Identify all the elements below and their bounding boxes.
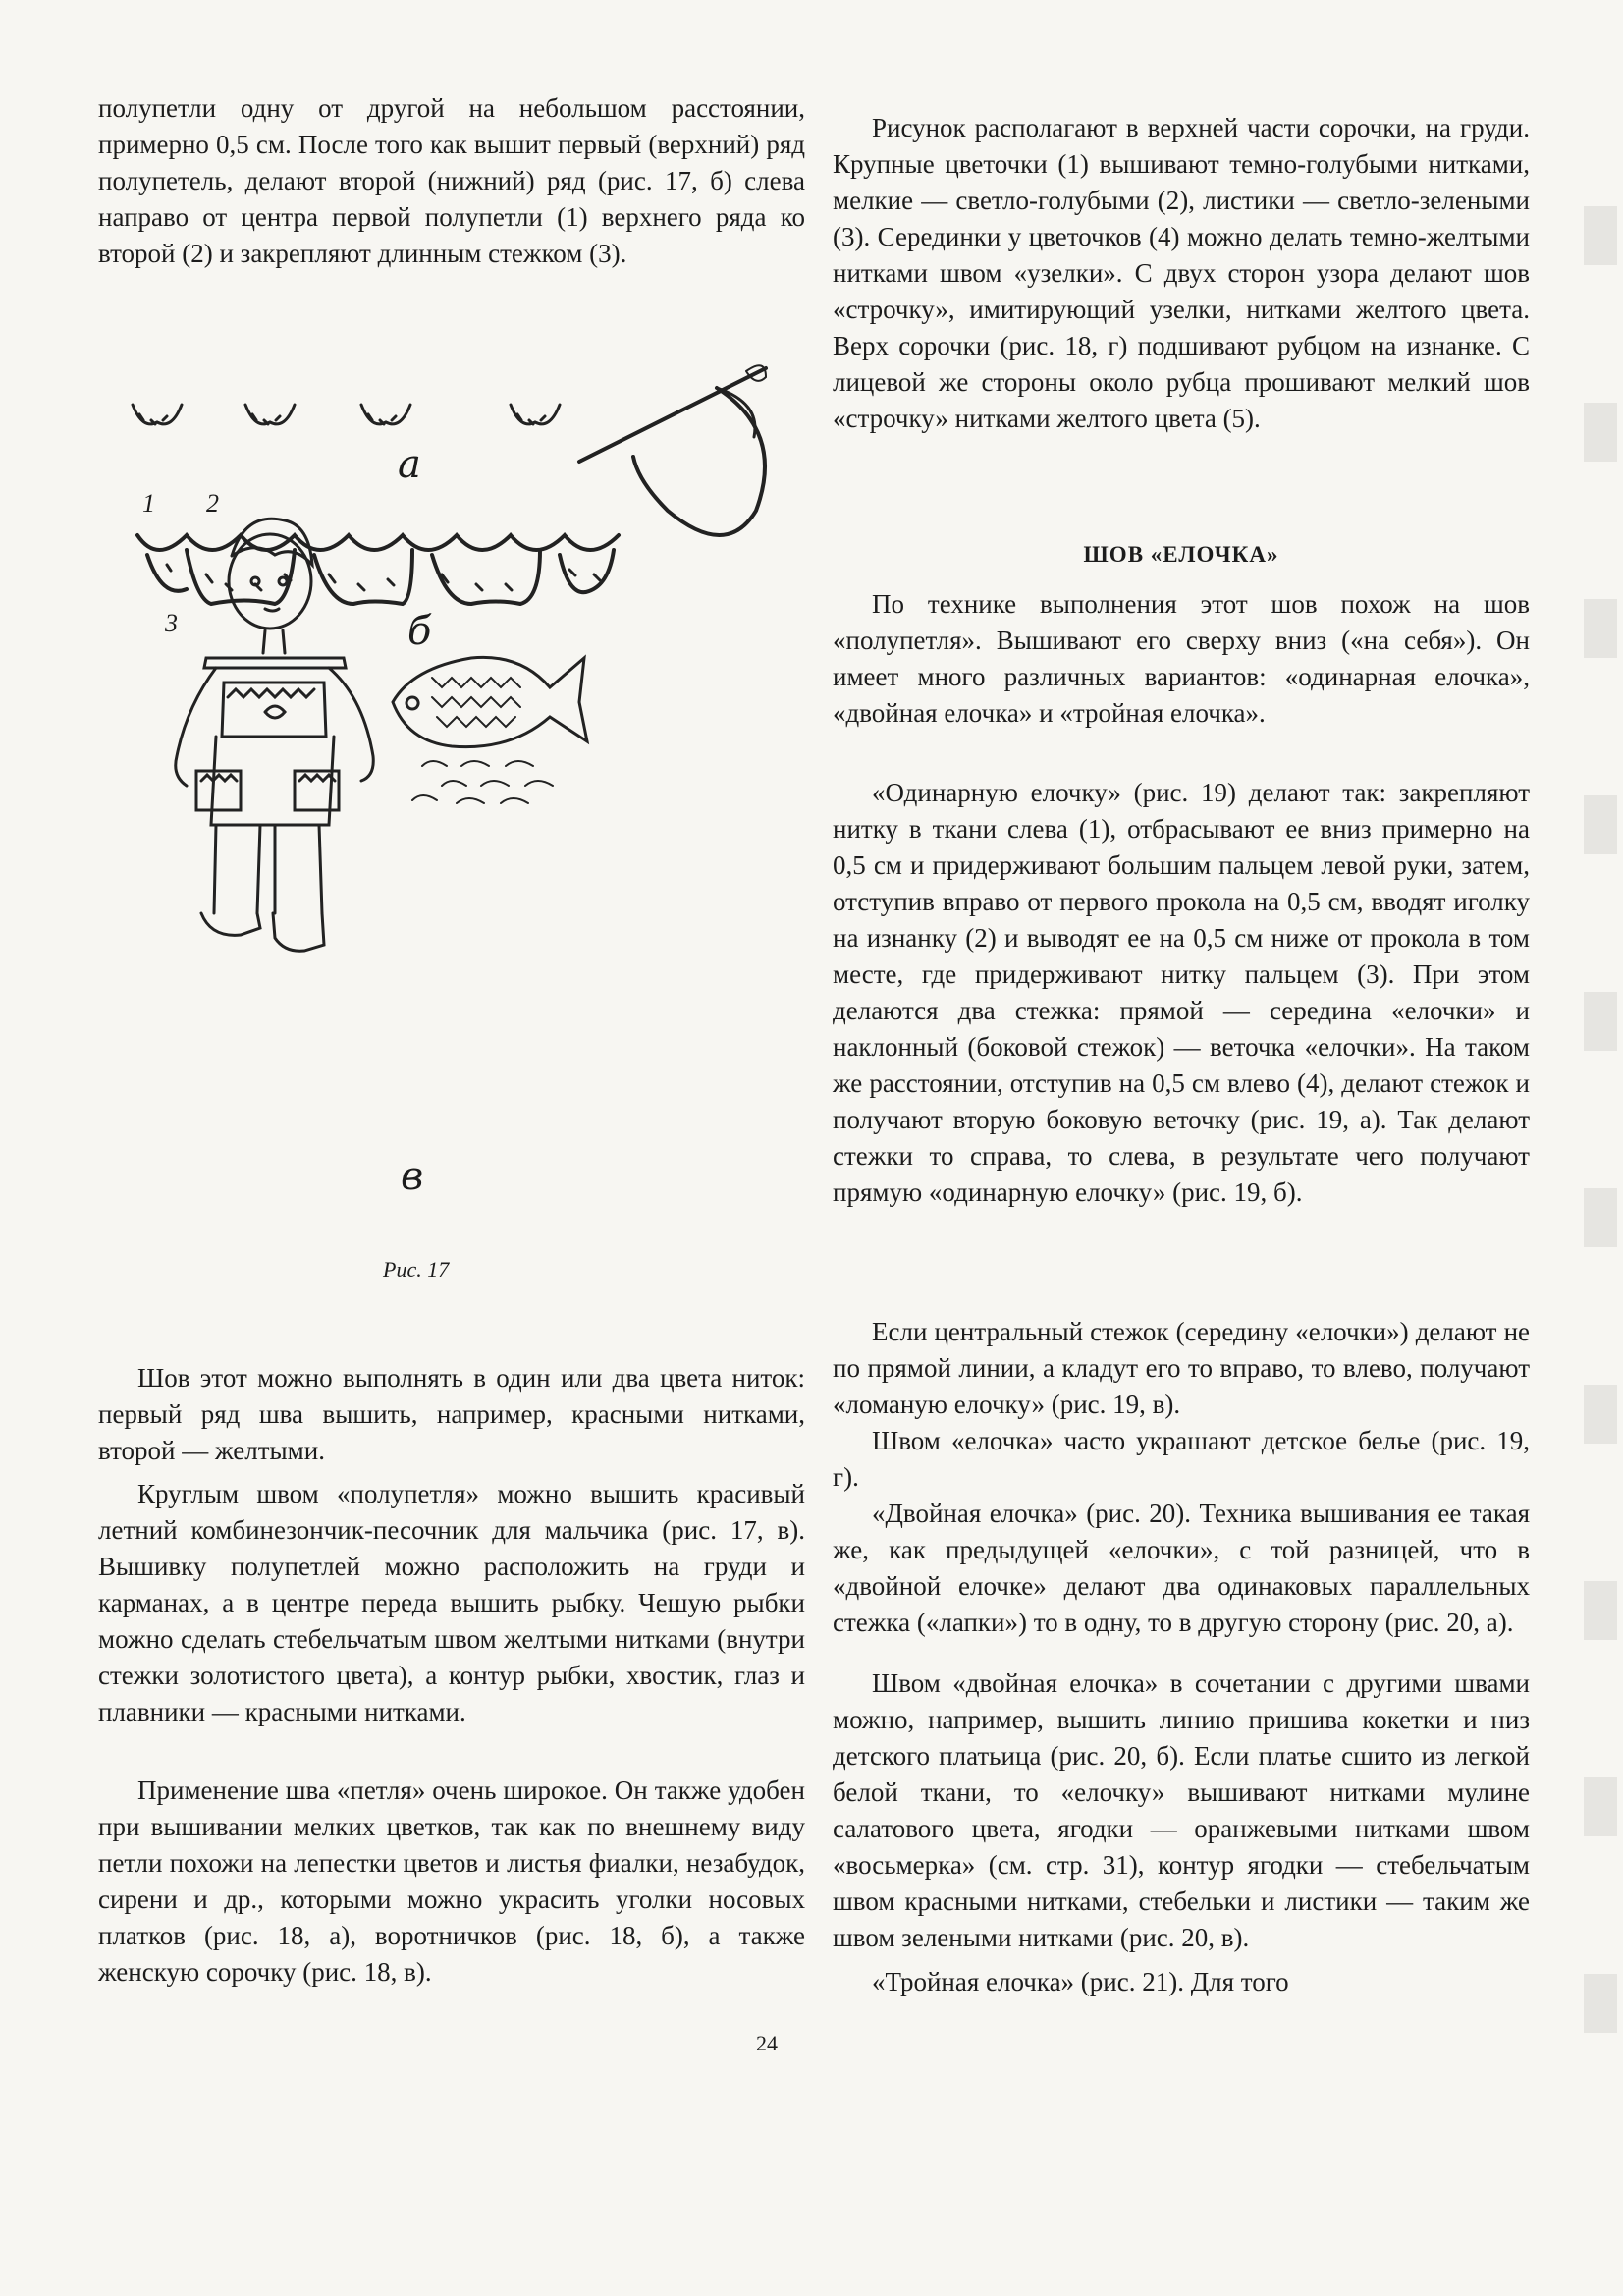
right-paragraph-8: «Тройная елочка» (рис. 21). Для того — [872, 1967, 1289, 1996]
page-number: 24 — [756, 2031, 778, 2055]
figure-number-3: 3 — [165, 609, 178, 637]
right-paragraph-3: «Одинарную елочку» (рис. 19) делают так: закрепляют нитку в ткани слева (1), отбрасывают ее вниз примерно на 0,5 см и придерживают большим пальцем левой руки, затем, отступив вправо от первого прокола на 0,5 см, вводят иголку на изнанку (2) и выводят ее на 0,5 см ниже от прокола в том месте, где придерживают нитку пальцем (3). При этом делаются два стежка: прямой — середина «елочки» и наклонный (боковой стежок) — веточка «елочки». На таком же расстоянии, отступив на 0,5 см влево (4), делают стежок и получают вторую боковую веточку (рис. 19, а). Так делают стежки то справа, то слева, в результате чего получают прямую «одинарную елочку» (рис. 19, б). — [833, 778, 1530, 1207]
right-paragraph-5: Швом «елочка» часто украшают детское белье (рис. 19, г). — [833, 1426, 1530, 1492]
right-paragraph-7: Швом «двойная елочка» в сочетании с другими швами можно, например, вышить линию пришива кокетки и низ детского платьица (рис. 20, б). Если платье сшито из легкой белой ткани, то «елочку» вышивают нитками мулине салатового цвета, ягодки — оранжевыми нитками швом «восьмерка» (см. стр. 31), контур ягодки — стебельчатым швом красными нитками, стебельки и листики — таким же швом зелеными нитками (рис. 20, в). — [833, 1668, 1530, 1952]
figure-number-1: 1 — [142, 489, 155, 518]
right-paragraph-4: Если центральный стежок (середину «елочки») делают не по прямой линии, а кладут его то вправо, то влево, получают «ломаную елочку» (рис. 19, в). — [833, 1317, 1530, 1419]
right-paragraph-2: По технике выполнения этот шов похож на шов «полупетля». Вышивают его сверху вниз («на себя»). Он имеет много различных вариантов: «одинарная елочка», «двойная елочка» и «тройная елочка». — [833, 589, 1530, 728]
figure-label-v: в — [401, 1154, 424, 1199]
left-paragraph-4: Применение шва «петля» очень широкое. Он также удобен при вышивании мелких цветков, так как по внешнему виду петли похожи на лепестки цветов и листья фиалки, незабудок, сирени и др., которыми можно украсить уголки носовых платков (рис. 18, а), воротничков (рис. 18, б), а также женскую сорочку (рис. 18, в). — [98, 1776, 805, 1987]
right-paragraph-6: «Двойная елочка» (рис. 20). Техника вышивания ее такая же, как предыдущей «елочки», с той разницей, что в «двойной елочке» делают два одинаковых параллельных стежка («лапки») то в одну, то в другую сторону (рис. 20, а). — [833, 1499, 1530, 1637]
left-paragraph-1: полупетли одну от другой на небольшом расстоянии, примерно 0,5 см. После того как вышит первый (верхний) ряд полупетель, делают второй (нижний) ряд (рис. 17, б) слева направо от центра первой полупетли (1) верхнего ряда ко второй (2) и закрепляют длинным стежком (3). — [98, 93, 805, 268]
figure-caption: Рис. 17 — [383, 1257, 450, 1282]
scan-margin-artifacts — [1584, 118, 1617, 2131]
right-paragraph-1: Рисунок располагают в верхней части сорочки, на груди. Крупные цветочки (1) вышивают темно-голубыми нитками, мелкие — светло-голубыми (2), листики — светло-зелеными (3). Серединки у цветочков (4) можно делать темно-желтыми нитками швом «узелки». С двух сторон узора делают шов «строчку», имитирующий узелки, нитками желтого цвета. Верх сорочки (рис. 18, г) подшивают рубцом на изнанке. С лицевой же стороны около рубца прошивают мелкий шов «строчку» нитками желтого цвета (5). — [833, 113, 1530, 433]
figure-label-a: а — [398, 442, 421, 487]
left-paragraph-3: Круглым швом «полупетля» можно вышить красивый летний комбинезончик-песочник для мальчика (рис. 17, в). Вышивку полупетлей можно расположить на груди и карманах, а в центре переда вышить рыбку. Чешую рыбки можно сделать стебельчатым швом желтыми нитками (внутри стежки золотистого цвета), а контур рыбки, хвостик, глаз и плавники — красными нитками. — [98, 1479, 805, 1726]
figure-label-b: б — [407, 609, 432, 654]
left-paragraph-2: Шов этот можно выполнять в один или два цвета ниток: первый ряд шва вышить, например, красными нитками, второй — желтыми. — [98, 1363, 805, 1465]
embroidery-illustration — [118, 363, 805, 1247]
section-heading: ШОВ «ЕЛОЧКА» — [1083, 542, 1279, 567]
figure-17 — [118, 363, 805, 1247]
figure-number-2: 2 — [206, 489, 219, 518]
